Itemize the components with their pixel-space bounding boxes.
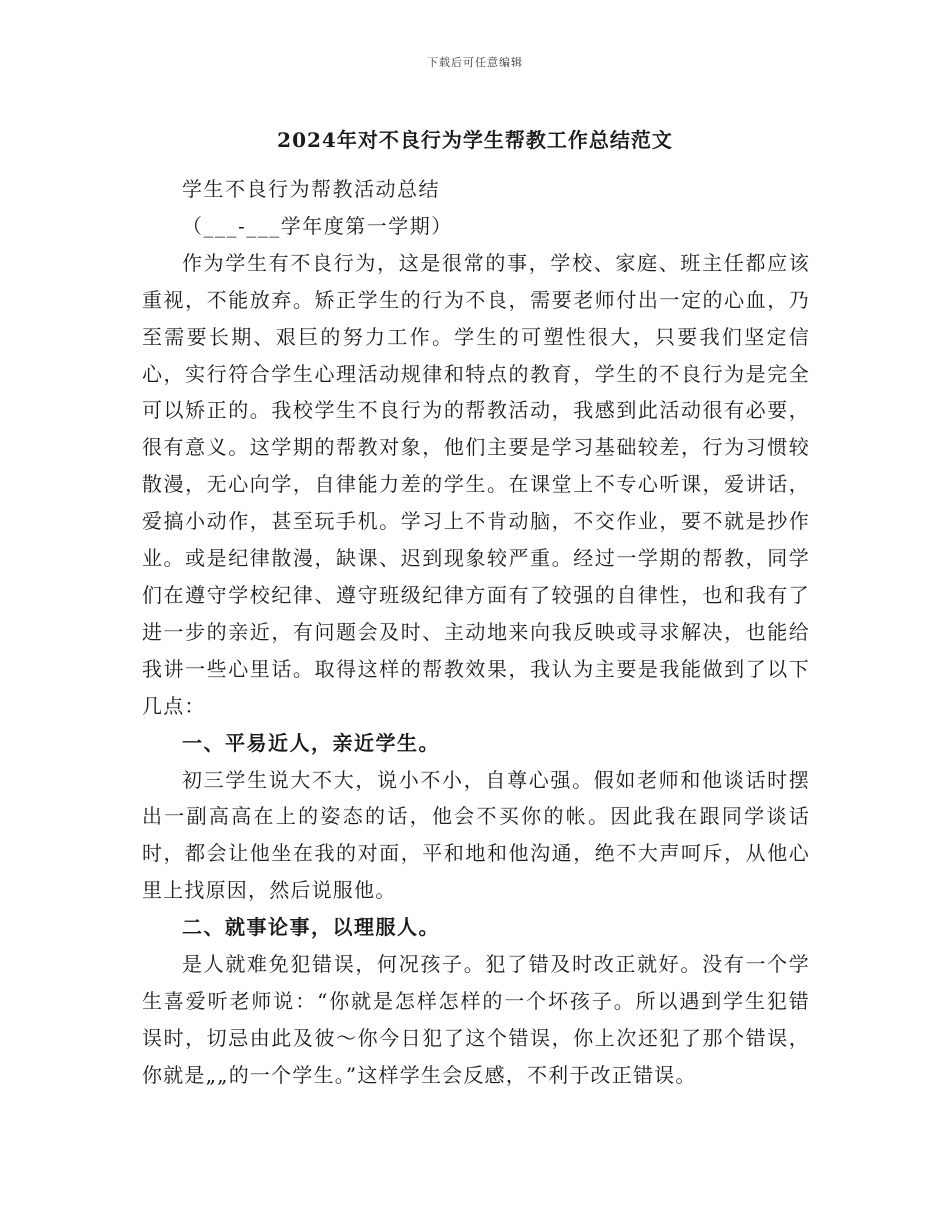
section-2-paragraph: 是人就难免犯错误，何况孩子。犯了错及时改正就好。没有一个学生喜爱听老师说：“你就是怎样怎样的一个坏孩子。所以遇到学生犯错误时，切忌由此及彼～你今日犯了这个错误，你上次还犯了那个错误，你就是„„的一个学生。”这样学生会反感，不利于改正错误。 (142, 952, 810, 1087)
section-2-heading: 二、就事论事，以理服人。 (182, 915, 440, 940)
document-title: 2024年对不良行为学生帮教工作总结范文 (277, 128, 673, 152)
intro-paragraph: 作为学生有不良行为，这是很常的事，学校、家庭、班主任都应该重视，不能放弃。矫正学生的行为不良，需要老师付出一定的心血，乃至需要长期、艰巨的努力工作。学生的可塑性很大，只要我们坚定信心，实行符合学生心理活动规律和特点的教育，学生的不良行为是完全可以矫正的。我校学生不良行为的帮教活动，我感到此活动很有必要，很有意义。这学期的帮教对象，他们主要是学习基础较差，行为习惯较散漫，无心向学，自律能力差的学生。在课堂上不专心听课，爱讲话，爱搞小动作，甚至玩手机。学习上不肯动脑，不交作业，要不就是抄作业。或是纪律散漫，缺课、迟到现象较严重。经过一学期的帮教，同学们在遵守学校纪律、遵守班级纪律方面有了较强的自律性，也和我有了进一步的亲近，有问题会及时、主动地来向我反映或寻求解决，也能给我讲一些心里话。取得这样的帮教效果，我认为主要是我能做到了以下几点： (142, 250, 810, 718)
section-1-heading: 一、平易近人，亲近学生。 (182, 730, 440, 755)
document-body (142, 171, 810, 1094)
section-1-paragraph: 初三学生说大不大，说小不小，自尊心强。假如老师和他谈话时摆出一副高高在上的姿态的话，他会不买你的帐。因此我在跟同学谈话时，都会让他坐在我的对面，平和地和他沟通，绝不大声呵斥，从他心里上找原因，然后说服他。 (142, 767, 810, 903)
header-note: 下载后可任意编辑 (427, 56, 523, 69)
term-line: （___-___学年度第一学期） (182, 213, 453, 238)
subtitle: 学生不良行为帮教活动总结 (182, 177, 440, 201)
